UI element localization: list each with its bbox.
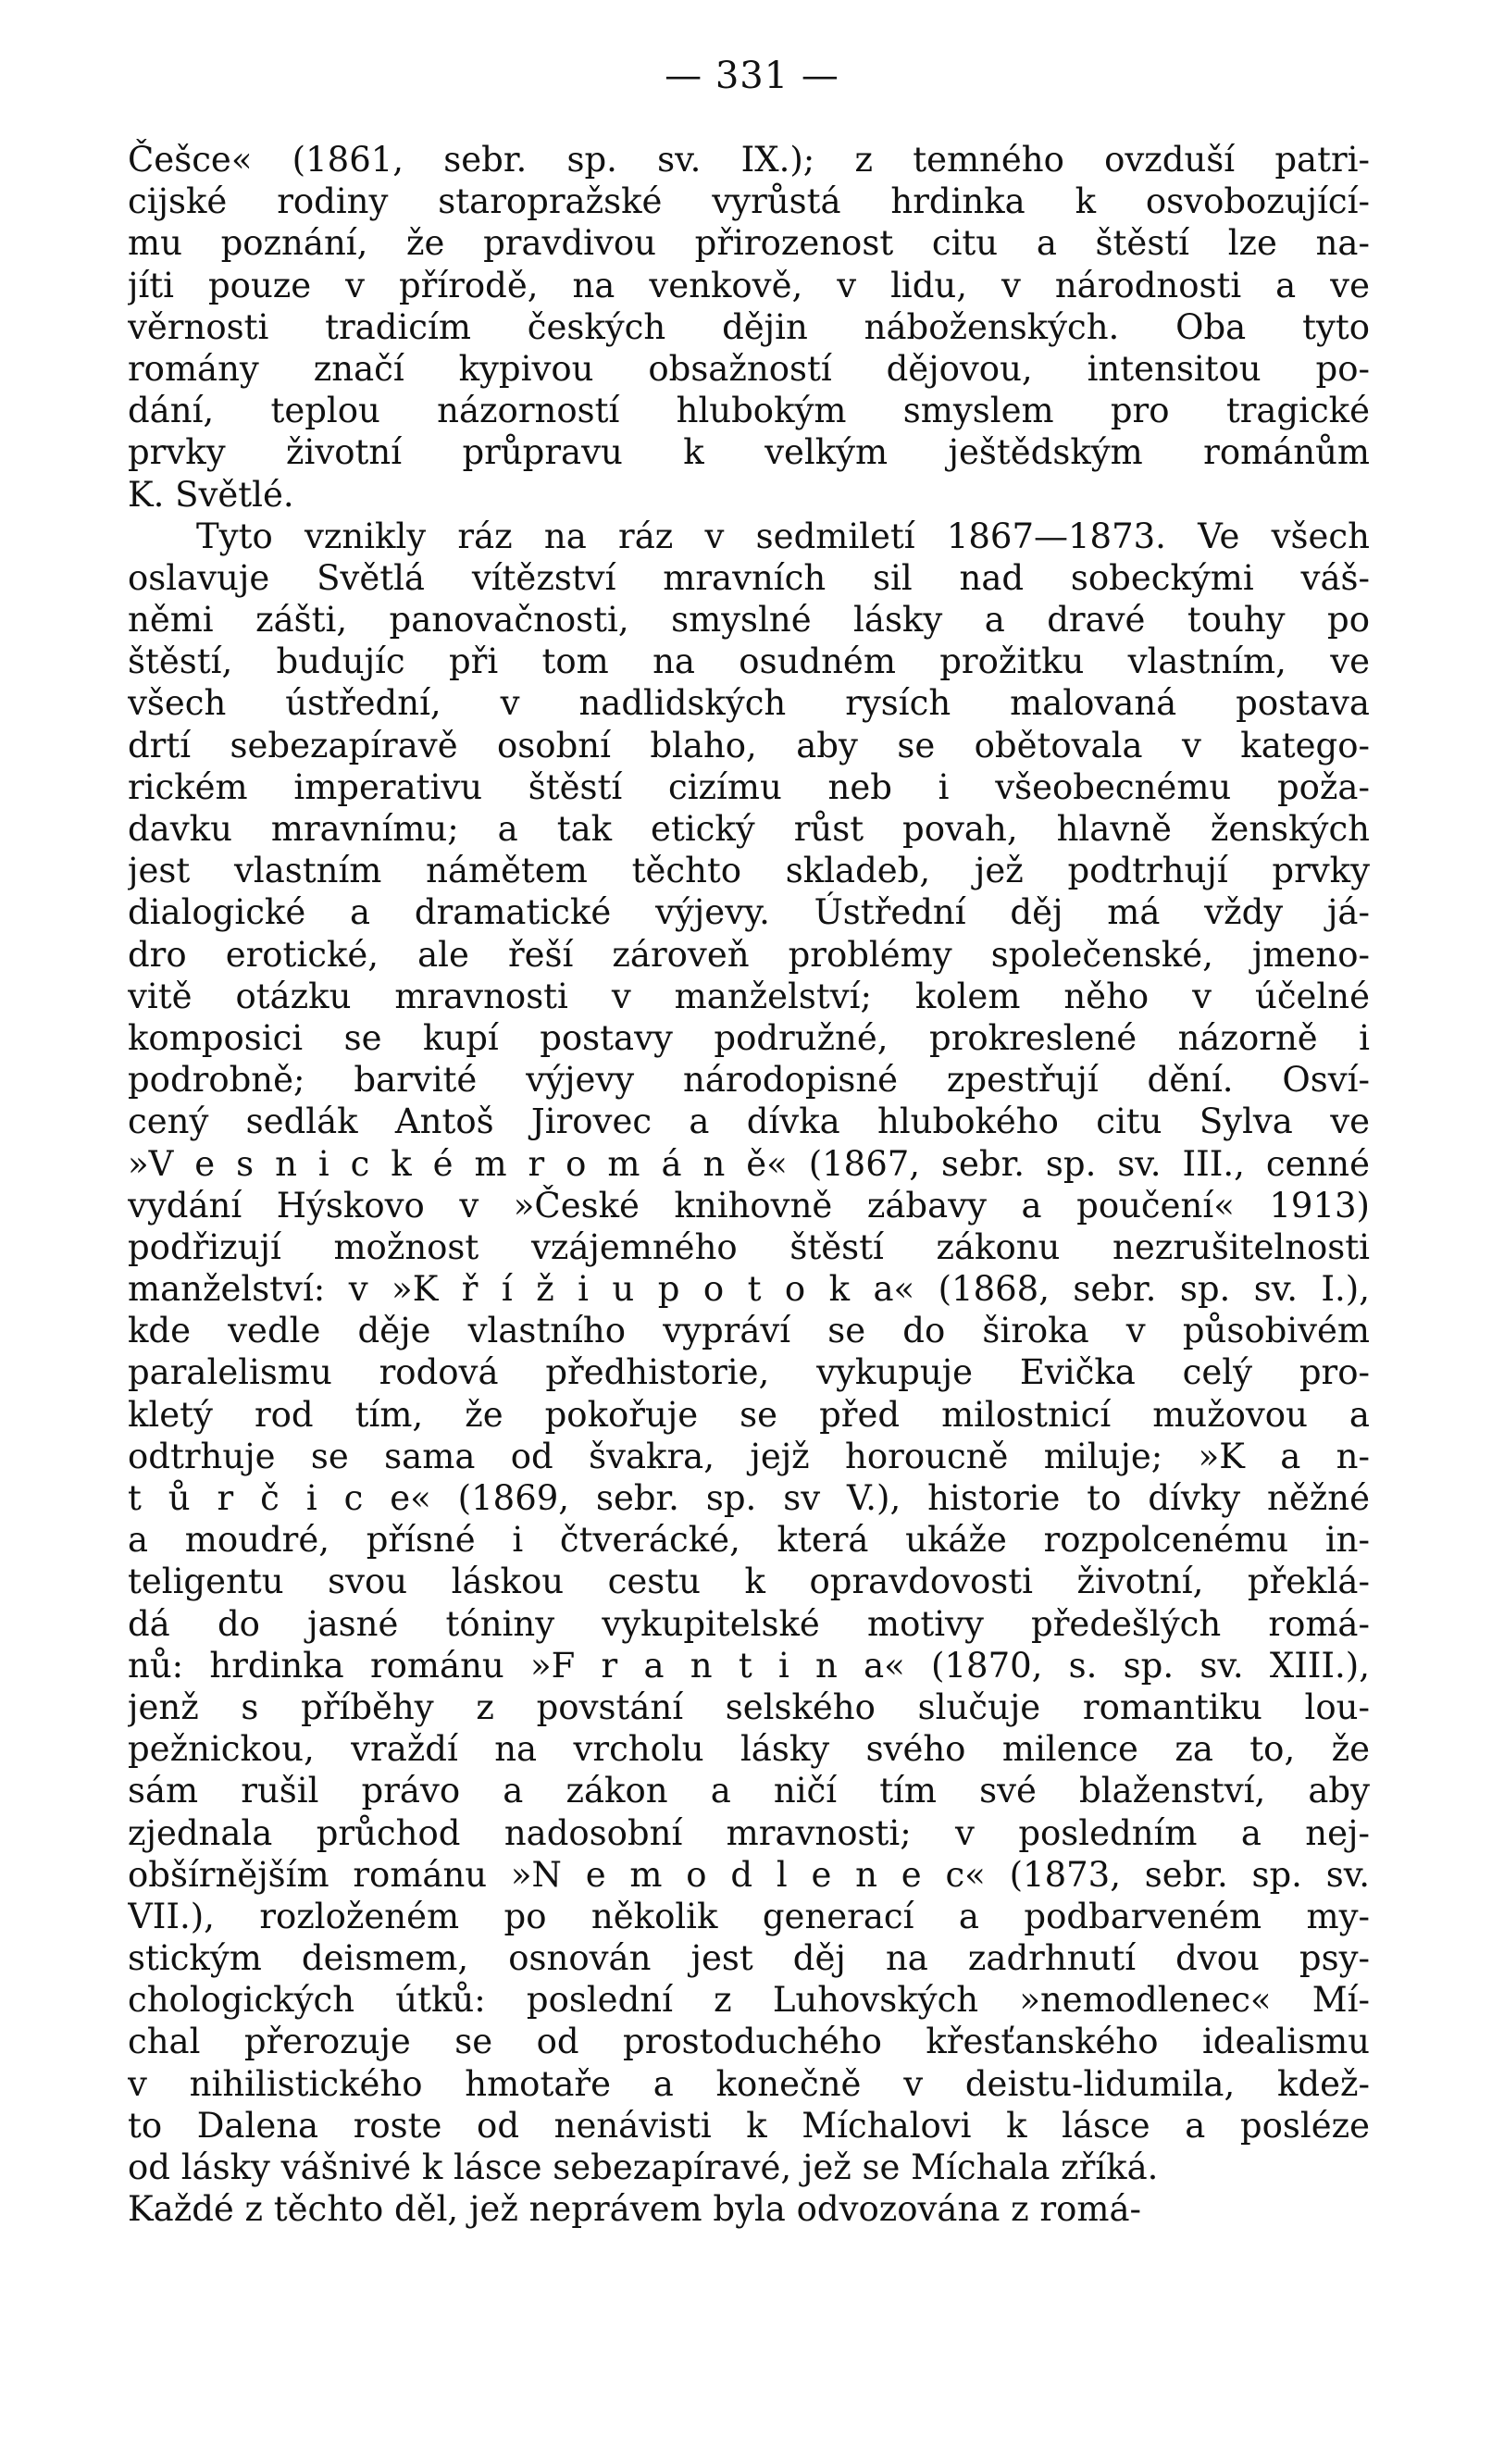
text-line: v nihilistického hmotaře a konečně v deistu-lidumila, kdež- [128, 2063, 1370, 2104]
text-line: jest vlastním námětem těchto skladeb, jež podtrhují prvky [128, 851, 1370, 891]
text-line: zjednala průchod nadosobní mravnosti; v posledním a nej- [128, 1812, 1370, 1853]
text-line: rickém imperativu štěstí cizímu neb i všeobecnému poža- [128, 766, 1370, 807]
text-line: davku mravnímu; a tak etický růst povah, hlavně ženských [128, 809, 1370, 849]
text-line: sám rušil právo a zákon a ničí tím své blaženství, aby [128, 1771, 1370, 1811]
page-number: — 331 — [665, 55, 839, 97]
text-line: romány značí kypivou obsažností dějovou, intensitou po- [128, 348, 1370, 389]
text-line: mu poznání, že pravdivou přirozenost citu a štěstí lze na- [128, 223, 1370, 264]
text-line: dialogické a dramatické výjevy. Ústřední děj má vždy já- [128, 892, 1370, 933]
text-line: obšírnějším románu »N e m o d l e n e c« (1873, sebr. sp. sv. [128, 1854, 1370, 1895]
text-line: věrnosti tradicím českých dějin náboženských. Oba tyto [128, 306, 1370, 347]
text-line: vydání Hýskovo v »České knihovně zábavy a poučení« 1913) [128, 1185, 1370, 1226]
paragraph [128, 139, 1370, 516]
text-line: podřizují možnost vzájemného štěstí zákonu nezrušitelnosti [128, 1226, 1370, 1267]
text-line: pežnickou, vraždí na vrcholu lásky svého milence za to, že [128, 1729, 1370, 1770]
text-line: oslavuje Světlá vítězství mravních sil nad sobeckými váš- [128, 557, 1370, 598]
text-line: Češce« (1861, sebr. sp. sv. IX.); z temného ovzduší patri- [128, 140, 1370, 180]
text-line: K. Světlé. [128, 474, 294, 515]
text-line: a moudré, přísné i čtverácké, která ukáže rozpolcenému in- [128, 1520, 1370, 1561]
text-line: komposici se kupí postavy podružné, prokreslené názorně i [128, 1017, 1370, 1058]
text-line: cijské rodiny staropražské vyrůstá hrdinka k osvobozující- [128, 181, 1370, 222]
paragraph [128, 2188, 1370, 2230]
text-line: jenž s příběhy z povstání selského slučuje romantiku lou- [128, 1686, 1370, 1727]
text-line: t ů r č i c e« (1869, sebr. sp. sv V.), historie to dívky něžné [128, 1478, 1370, 1518]
text-line: to Dalena roste od nenávisti k Míchalovi k lásce a posléze [128, 2105, 1370, 2146]
text-line: prvky životní průpravu k velkým ještědským románům [128, 432, 1370, 473]
paragraph [128, 516, 1370, 2189]
text-line: všech ústřední, v nadlidských rysích malovaná postava [128, 683, 1370, 724]
text-line: vitě otázku mravnosti v manželství; kolem něho v účelné [128, 976, 1370, 1016]
text-line: Tyto vznikly ráz na ráz v sedmiletí 1867—1873. Ve všech [196, 516, 1370, 556]
text-line: němi zášti, panovačnosti, smyslné lásky a dravé touhy po [128, 600, 1370, 641]
text-line: paralelismu rodová předhistorie, vykupuje Evička celý pro- [128, 1352, 1370, 1393]
text-line: cený sedlák Antoš Jirovec a dívka hlubokého citu Sylva ve [128, 1101, 1370, 1142]
body-text [128, 139, 1370, 2230]
text-line: kletý rod tím, že pokořuje se před milostnicí mužovou a [128, 1394, 1370, 1435]
text-line: podrobně; barvité výjevy národopisné zpestřují dění. Osví- [128, 1060, 1370, 1101]
text-line: manželství: v »K ř í ž i u p o t o k a« (1868, sebr. sp. sv. I.), [128, 1269, 1370, 1310]
text-line: dro erotické, ale řeší zároveň problémy společenské, jmeno- [128, 934, 1370, 975]
text-line: od lásky vášnivé k lásce sebezapíravé, jež se Míchala zříká. [128, 2147, 1159, 2187]
text-line: jíti pouze v přírodě, na venkově, v lidu, v národnosti a ve [128, 265, 1370, 305]
text-line: nů: hrdinka románu »F r a n t i n a« (1870, s. sp. sv. XIII.), [128, 1645, 1370, 1686]
text-line: štěstí, budujíc při tom na osudném prožitku vlastním, ve [128, 641, 1370, 682]
text-line: dání, teplou názorností hlubokým smyslem pro tragické [128, 391, 1370, 431]
text-line: stickým deismem, osnován jest děj na zadrhnutí dvou psy- [128, 1938, 1370, 1979]
text-line: Každé z těchto děl, jež neprávem byla odvozována z romá- [128, 2189, 1142, 2230]
text-line: VII.), rozloženém po několik generací a podbarveném my- [128, 1896, 1370, 1936]
text-line: dá do jasné tóniny vykupitelské motivy předešlých romá- [128, 1603, 1370, 1644]
text-line: »V e s n i c k é m r o m á n ě« (1867, sebr. sp. sv. III., cenné [128, 1143, 1370, 1184]
text-line: chologických útků: poslední z Luhovských »nemodlenec« Mí- [128, 1980, 1370, 2021]
text-line: odtrhuje se sama od švakra, jejž horoucně miluje; »K a n- [128, 1436, 1370, 1476]
text-line: teligentu svou láskou cestu k opravdovosti životní, překlá- [128, 1562, 1370, 1602]
text-line: chal přerozuje se od prostoduchého křesťanského idealismu [128, 2022, 1370, 2062]
text-line: kde vedle děje vlastního vypráví se do široka v působivém [128, 1311, 1370, 1351]
text-line: drtí sebezapíravě osobní blaho, aby se obětovala v katego- [128, 725, 1370, 765]
